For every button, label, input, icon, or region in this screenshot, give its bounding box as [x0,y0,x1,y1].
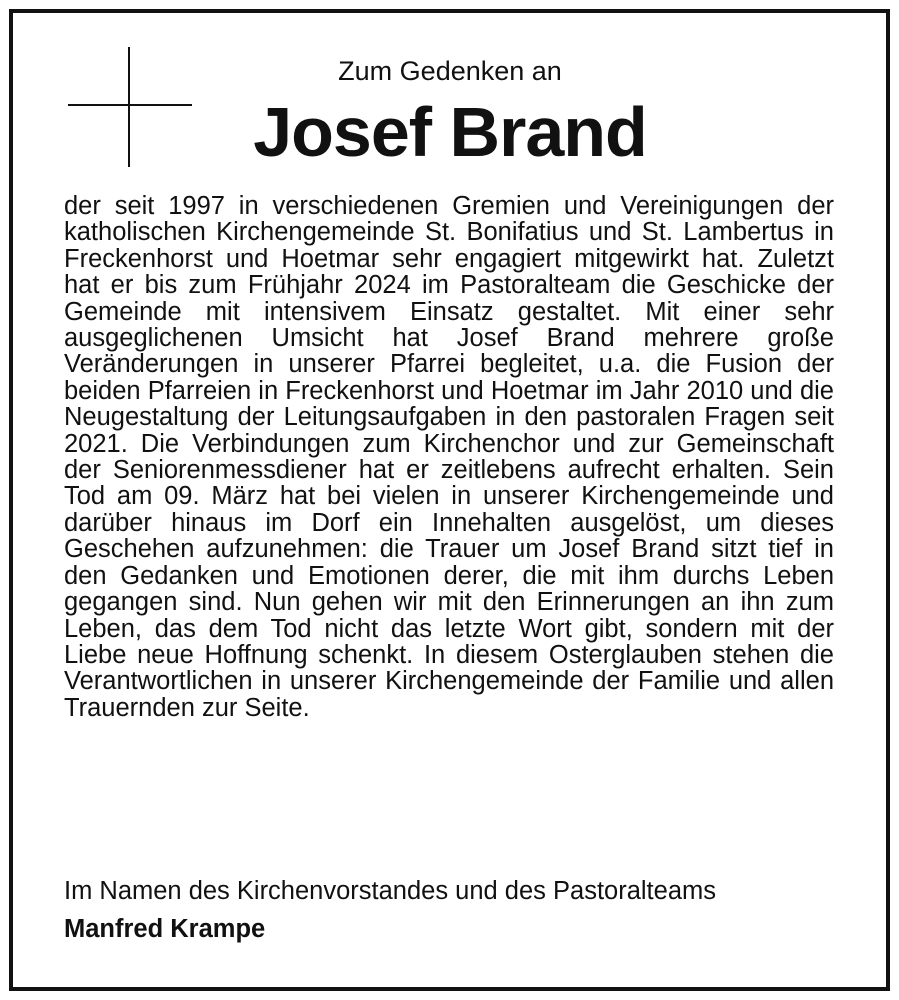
cross-vertical-bar [128,47,130,167]
cross-horizontal-bar [68,104,192,106]
intro-text: Zum Gedenken an [338,56,562,86]
deceased-name: Josef Brand [253,93,647,171]
signer-name: Manfred Krampe [64,915,266,943]
closing-line: Im Namen des Kirchenvorstandes und des Pastoralteams [64,877,716,905]
memorial-text: der seit 1997 in verschiedenen Gremien und Vereinigungen der katholischen Kirchengemeinde St. Bonifatius und St. Lambertus in Freckenhorst und Hoetmar sehr engagiert mitgewirkt hat. Zuletzt hat er bis zum Frühjahr 2024 im Pastoralteam die Geschicke der Gemeinde mit intensivem Einsatz gestaltet. Mit einer sehr ausgeglichenen Umsicht hat Josef Brand mehrere große Veränderungen in unserer Pfarrei begleitet, u.a. die Fusion der beiden Pfarreien in Freckenhorst und Hoetmar im Jahr 2010 und die Neugestaltung der Leitungsaufgaben in den pastoralen Fragen seit 2021. Die Verbindungen zum Kirchenchor und zur Gemeinschaft der Seniorenmessdiener hat er zeitlebens aufrecht erhalten. Sein Tod am 09. März hat bei vielen in unserer Kirchengemeinde und darüber hinaus im Dorf ein Innehalten ausgelöst, um dieses Geschehen aufzunehmen: die Trauer um Josef Brand sitzt tief in den Gedanken und Emotionen derer, die mit ihm durchs Leben gegangen sind. Nun gehen wir mit den Erinnerungen an ihn zum Leben, das dem Tod nicht das letzte Wort gibt, sondern mit der Liebe neue Hoffnung schenkt. In diesem Osterglauben stehen die Verantwortlichen in unserer Kirchengemeinde der Familie und allen Trauernden zur Seite. [64,192,834,722]
